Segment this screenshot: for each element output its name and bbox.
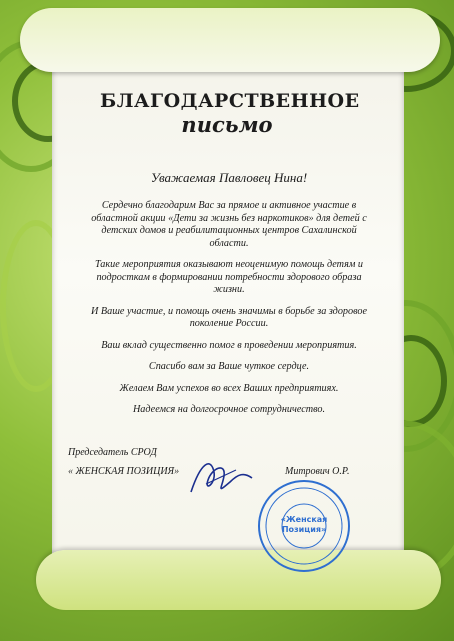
scroll-top-roll <box>20 8 440 72</box>
paragraph: Спасибо вам за Ваше чуткое сердце. <box>148 361 310 372</box>
signer-name: Митрович О.Р. <box>285 466 350 477</box>
title-line-2: письмо <box>181 112 273 137</box>
paragraph: Ваш вклад существенно помог в проведении мероприятия. <box>101 339 357 351</box>
paragraph: Такие мероприятия оказывают неоценимую помощь детям и подросткам в формировании потребности здорового образа жизни. <box>95 259 363 295</box>
signer-role: Председатель СРОД <box>68 447 157 458</box>
closing-line: Надеемся на долгосрочное сотрудничество. <box>132 404 326 415</box>
paragraph: Сердечно благодарим Вас за прямое и активное участие в областной акции «Дети за жизнь без наркотиков» для детей с детских домов и реабилитационных центров Сахалинской области. <box>91 200 367 249</box>
organization-name: « ЖЕНСКАЯ ПОЗИЦИЯ» <box>68 466 180 477</box>
title-line-1: БЛАГОДАРСТВЕННОЕ <box>100 90 360 112</box>
paragraph: И Ваше участие, и помощь очень значимы в борьбе за здоровое поколение России. <box>90 305 368 329</box>
greeting: Уважаемая Павловец Нина! <box>150 170 308 185</box>
scroll-bottom-roll <box>36 550 441 610</box>
letter-title <box>100 90 360 138</box>
letter-body <box>86 170 372 426</box>
stamp-center-text: «Женская Позиция» <box>280 515 328 534</box>
handwritten-signature <box>186 452 256 502</box>
paragraph: Желаем Вам успехов во всех Ваших предприятиях. <box>119 382 339 394</box>
